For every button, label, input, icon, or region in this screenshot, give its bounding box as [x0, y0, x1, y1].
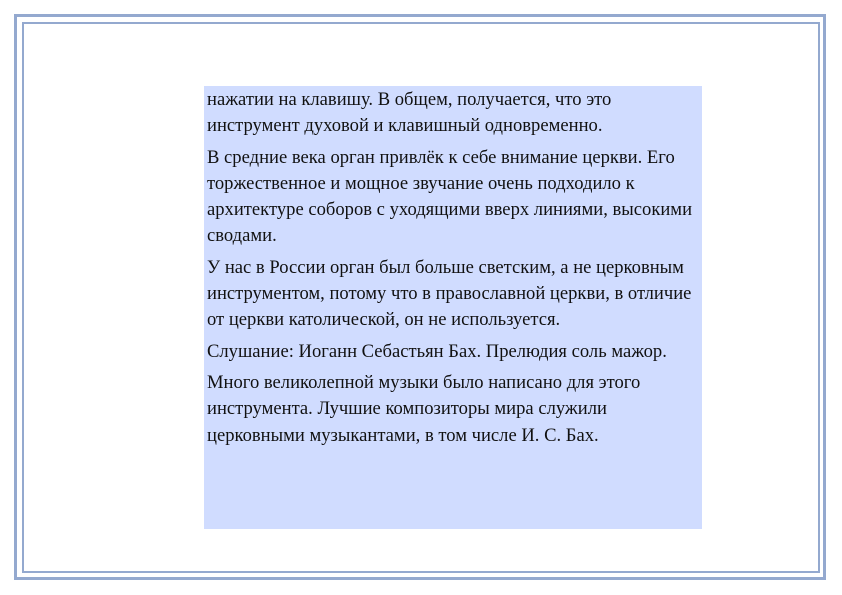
paragraph-russia: У нас в России орган был больше светским, а не церковным инструментом, потому что в православной церкви, в отличие от церкви католической, он не используется. — [207, 256, 692, 331]
paragraph-listening: Слушание: Иоганн Себастьян Бах. Прелюдия соль мажор. — [207, 340, 667, 362]
paragraph-organ-keyboard: нажатии на клавишу. В общем, получается, что это инструмент духовой и клавишный одновременно. — [207, 89, 612, 137]
paragraph-middle-ages: В средние века орган привлёк к себе внимание церкви. Его торжественное и мощное звучание очень подходило к архитектуре соборов с уходящими вверх линиями, высокими сводами. — [207, 146, 693, 247]
text-box — [204, 86, 702, 529]
paragraph-bach: Много великолепной музыки было написано для этого инструмента. Лучшие композиторы мира служили церковными музыкантами, в том числе И. С. Бах. — [207, 371, 641, 446]
